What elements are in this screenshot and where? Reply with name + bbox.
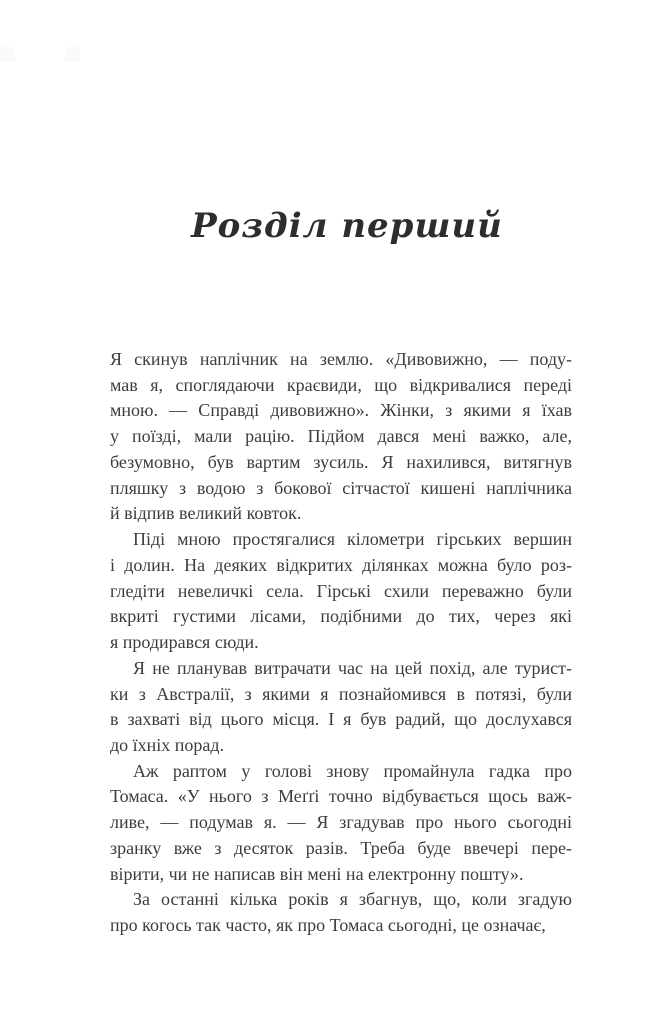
text-line: Я не планував витрачати час на цей похід, але турист- bbox=[133, 657, 572, 678]
body-text bbox=[110, 347, 572, 939]
text-line: вкриті густими лісами, подібними до тих, через які bbox=[110, 606, 572, 627]
text-line: я продирався сюди. bbox=[110, 632, 259, 653]
text-line: ливе, — подумав я. — Я згадував про нього сьогодні bbox=[110, 812, 572, 833]
text-line: ки з Австралії, з якими я познайомився в потязі, були bbox=[110, 683, 572, 704]
text-line: і долин. На деяких відкритих ділянках можна було роз- bbox=[110, 554, 572, 575]
paragraph bbox=[110, 887, 572, 938]
text-line: пляшку з водою з бокової сітчастої кишені наплічника bbox=[110, 477, 572, 498]
text-line: мав я, споглядаючи краєвиди, що відкривалися переді bbox=[110, 374, 572, 395]
text-line: про когось так часто, як про Томаса сьогодні, це означає, bbox=[110, 915, 546, 936]
text-line: до їхніх порад. bbox=[110, 735, 225, 756]
text-line: Аж раптом у голові знову промайнула гадка про bbox=[133, 760, 572, 781]
paragraph bbox=[110, 527, 572, 656]
paragraph bbox=[110, 656, 572, 759]
text-line: гледіти невеличкі села. Гірські схили переважно були bbox=[110, 580, 572, 601]
text-line: Я скинув наплічник на землю. «Дивовижно, — поду- bbox=[110, 349, 572, 369]
text-line: Томаса. «У нього з Меґґі точно відбувається щось важ- bbox=[110, 786, 572, 807]
paragraph bbox=[110, 759, 572, 888]
text-line: зранку вже з десяток разів. Треба буде ввечері пере- bbox=[110, 837, 572, 858]
text-line: Піді мною простягалися кілометри гірських вершин bbox=[133, 529, 572, 550]
chapter-title: Розділ перший bbox=[191, 206, 503, 246]
text-line: безумовно, був вартим зусиль. Я нахилився, витягнув bbox=[110, 451, 572, 472]
scan-artifact bbox=[65, 47, 80, 62]
text-line: в захваті від цього місця. І я був радий, що дослухався bbox=[110, 709, 572, 730]
paragraph bbox=[110, 347, 572, 527]
text-line: мною. — Справді дивовижно». Жінки, з якими я їхав bbox=[110, 400, 572, 421]
scan-artifact bbox=[0, 47, 15, 62]
text-line: й відпив великий ковток. bbox=[110, 503, 302, 524]
text-line: За останні кілька років я збагнув, що, коли згадую bbox=[133, 889, 572, 910]
text-line: вірити, чи не написав він мені на електронну пошту». bbox=[110, 863, 524, 884]
text-line: у поїзді, мали рацію. Підйом дався мені важко, але, bbox=[110, 426, 572, 447]
